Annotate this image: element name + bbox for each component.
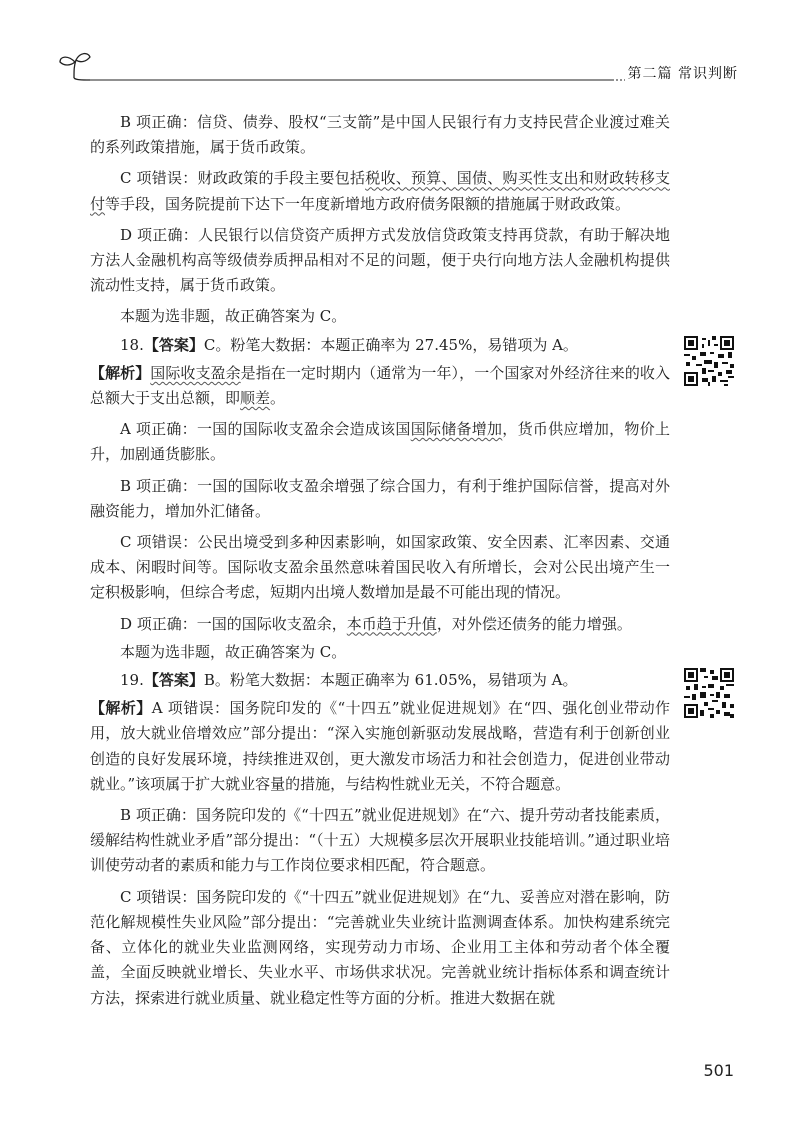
paragraph: B 项正确：国务院印发的《“十四五”就业促进规划》在“六、提升劳动者技能素质，缓解结构性就业矛盾”部分提出：“（十五）大规模多层次开展职业技能培训。”通过职业培训使劳动者的素质和能力与工作岗位要求相匹配，符合题意。 xyxy=(90,806,670,875)
paragraph: C 项错误：国务院印发的《“十四五”就业促进规划》在“九、妥善应对潜在影响，防范化解规模性失业风险”部分提出：“完善就业失业统计监测调查体系。加快构建系统完备、立体化的就业失业监测网络，实现劳动力市场、企业用工主体和劳动者个体全覆盖，全面反映就业增长、失业水平、市场供求状况。完善就业统计指标体系和调查统计方法，探索进行就业质量、就业稳定性等方面的分析。推进大数据在就 xyxy=(90,887,670,1007)
text: ，对外偿还债务的能力增强。 xyxy=(436,614,632,633)
question-18-answer xyxy=(90,333,670,358)
text: D 项正确：一国的国际收支盈余， xyxy=(120,614,347,633)
emphasis-text: 国际储备增加 xyxy=(410,420,503,439)
text: C 项错误：财政政策的手段主要包括 xyxy=(120,169,366,188)
paragraph xyxy=(90,417,670,467)
header-decoration xyxy=(0,0,800,100)
explanation-label: 【解析】 xyxy=(90,699,152,718)
question-number: 18. xyxy=(120,335,144,354)
emphasis-text: 本币趋于升值 xyxy=(346,614,437,633)
answer-explanations xyxy=(90,110,670,1017)
answer-text: C。粉笔大数据：本题正确率为 27.45%，易错项为 A。 xyxy=(203,335,578,354)
text: 是指在一定时期内（通常为一年），一个国家对外经济往来的收入总额大于支出总额，即 xyxy=(90,363,670,408)
paragraph xyxy=(90,612,670,637)
question-number: 19. xyxy=(120,671,144,690)
paragraph: 本题为选非题，故正确答案为 C。 xyxy=(120,307,347,326)
paragraph xyxy=(90,166,670,216)
section-title: 第二篇 常识判断 xyxy=(627,66,738,82)
qr-code-18[interactable] xyxy=(684,336,734,386)
answer-text: B。粉笔大数据：本题正确率为 61.05%，易错项为 A。 xyxy=(203,671,578,690)
page-number: 501 xyxy=(703,1061,734,1080)
question-19-explanation xyxy=(90,696,670,797)
qr-code-19[interactable] xyxy=(684,668,734,718)
paragraph: B 项正确：信贷、债券、股权“三支箭”是中国人民银行有力支持民营企业渡过难关的系列政策措施，属于货币政策。 xyxy=(90,113,670,157)
page-header xyxy=(0,0,800,100)
emphasis-text: 税收、预算、国债、购买性支出和财政转移支付 xyxy=(90,169,670,213)
explanation-label: 【解析】 xyxy=(90,363,151,382)
paragraph: D 项正确：人民银行以信贷资产质押方式发放信贷政策支持再贷款，有助于解决地方法人金融机构高等级债券质押品相对不足的问题，便于央行向地方法人金融机构提供流动性支持，属于货币政策。 xyxy=(90,225,670,295)
text: A 项正确：一国的国际收支盈余会造成该国 xyxy=(120,420,411,439)
sprout-icon xyxy=(60,54,90,80)
paragraph: 本题为选非题，故正确答案为 C。 xyxy=(120,642,347,661)
text: 等手段，国务院提前下达下一年度新增地方政府债务限额的措施属于财政政策。 xyxy=(105,194,631,213)
text: 。 xyxy=(270,389,286,408)
emphasis-text: 国际收支盈余 xyxy=(150,363,241,382)
text: A 项错误：国务院印发的《“十四五”就业促进规划》在“四、强化创业带动作用，放大就业倍增效应”部分提出：“深入实施创新驱动发展战略，营造有利于创新创业创造的良好发展环境，持续推进双创，更大激发市场活力和社会创造力，促进创业带动就业。”该项属于扩大就业容量的措施，与结构性就业无关，不符合题意。 xyxy=(90,699,670,793)
answer-label: 【答案】 xyxy=(143,671,204,690)
question-18-explanation xyxy=(90,361,670,411)
question-19-answer xyxy=(90,668,670,693)
emphasis-text: 顺差 xyxy=(240,389,271,408)
answer-label: 【答案】 xyxy=(143,335,204,354)
paragraph: C 项错误：公民出境受到多种因素影响，如国家政策、安全因素、汇率因素、交通成本、闲暇时间等。国际收支盈余虽然意味着国民收入有所增长，会对公民出境产生一定积极影响，但综合考虑，短期内出境人数增加是最不可能出现的情况。 xyxy=(90,533,670,602)
paragraph: B 项正确：一国的国际收支盈余增强了综合国力，有利于维护国际信誉，提高对外融资能力，增加外汇储备。 xyxy=(90,476,670,520)
text: ，货币供应增加，物价上升，加剧通货膨胀。 xyxy=(90,420,670,464)
